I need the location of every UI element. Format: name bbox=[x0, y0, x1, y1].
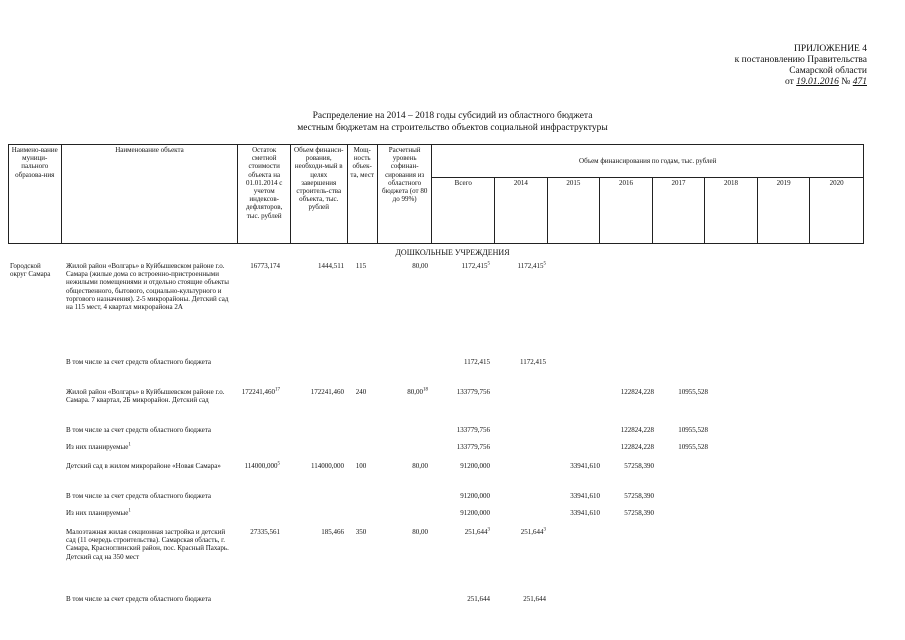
cell-y2016 bbox=[602, 492, 654, 500]
cell-object-text: В том числе за счет средств областного бюджета bbox=[66, 358, 212, 366]
cell-y2016-text: 122824,228 bbox=[620, 443, 654, 451]
cell-object bbox=[66, 509, 236, 517]
cell-remaining-text: 27335,561 bbox=[250, 528, 280, 536]
cell-total bbox=[438, 509, 490, 517]
cell-y2014-text: 1172,415 bbox=[520, 358, 546, 366]
cell-object bbox=[66, 426, 236, 434]
cell-total bbox=[438, 262, 490, 270]
cell-total bbox=[438, 528, 490, 536]
col-year-total: Всего bbox=[432, 178, 495, 244]
cell-total bbox=[438, 595, 490, 603]
cell-y2015-text: 33941,610 bbox=[570, 492, 600, 500]
col-years-group-header: Объем финансирования по годам, тыс. рублей bbox=[432, 145, 864, 178]
col-object-header: Наименование объекта bbox=[61, 145, 238, 244]
title-line-1: Распределение на 2014 – 2018 годы субсидий из областного бюджета bbox=[312, 111, 593, 121]
cell-y2016-text: 122824,228 bbox=[620, 426, 654, 434]
cell-volume-text: 185,466 bbox=[321, 528, 344, 536]
cell-remaining bbox=[234, 262, 280, 270]
cell-object bbox=[66, 262, 236, 311]
col-year-2016: 2016 bbox=[600, 178, 653, 244]
cell-object bbox=[66, 492, 236, 500]
header-table bbox=[8, 144, 864, 244]
appendix-block bbox=[647, 44, 867, 88]
col-year-2018: 2018 bbox=[705, 178, 758, 244]
cell-volume bbox=[290, 262, 344, 270]
cell-capacity bbox=[348, 528, 374, 536]
appendix-line2: к постановлению Правительства bbox=[734, 55, 867, 65]
cell-capacity-text: 100 bbox=[355, 462, 367, 470]
cell-volume bbox=[290, 388, 344, 396]
cell-object-text: Жилой район «Волгарь» в Куйбышевском районе г.о. Самара (жилые дома со встроенно-пристроенными нежилыми помещениями и отдельно стоящие объекты общественного, бытового, социально-культурного и торгового назначения). 2-5 микрорайоны. Детский сад на 115 мест, 4 квартал микрорайона 2А bbox=[66, 262, 229, 312]
cell-total-text: 133779,756 bbox=[456, 388, 490, 396]
cell-level-text: 80,00 bbox=[412, 462, 428, 470]
cell-remaining-text: 172241,460 bbox=[241, 388, 275, 396]
cell-y2017-text: 10955,528 bbox=[678, 426, 708, 434]
cell-remaining-text: 114000,000 bbox=[244, 462, 278, 470]
cell-y2014-text: 251,644 bbox=[520, 528, 544, 536]
cell-object-text: Малоэтажная жилая секционная застройка и детский сад (11 очередь строительства). Самарская область, г. Самара, Красноглинский район, пос. Красный Пахарь. Детский сад на 350 мест bbox=[66, 528, 229, 561]
cell-total-text: 1172,415 bbox=[461, 262, 488, 270]
cell-total-text: 91200,000 bbox=[460, 509, 490, 517]
cell-level bbox=[378, 388, 428, 396]
cell-level-text: 80,00 bbox=[412, 528, 428, 536]
cell-y2014 bbox=[494, 528, 546, 536]
cell-volume-text: 1444,511 bbox=[318, 262, 344, 270]
cell-y2017 bbox=[656, 388, 708, 396]
cell-level bbox=[378, 262, 428, 270]
footnote-mark: 3 bbox=[487, 527, 490, 533]
cell-total bbox=[438, 358, 490, 366]
col-level-header: Расчетный уровень софинан-сирования из областного бюджета (от 80 до 99%) bbox=[377, 145, 432, 244]
section-title: ДОШКОЛЬНЫЕ УЧРЕЖДЕНИЯ bbox=[395, 248, 510, 257]
cell-remaining bbox=[234, 388, 280, 396]
cell-total-text: 251,644 bbox=[467, 595, 490, 603]
cell-y2016 bbox=[602, 388, 654, 396]
cell-object-text: В том числе за счет средств областного бюджета bbox=[66, 492, 212, 500]
cell-object bbox=[66, 358, 236, 366]
cell-capacity-text: 115 bbox=[355, 262, 367, 270]
cell-capacity-text: 240 bbox=[355, 388, 367, 396]
cell-y2015 bbox=[548, 509, 600, 517]
cell-volume-text: 114000,000 bbox=[311, 462, 344, 470]
col-year-2019: 2019 bbox=[757, 178, 810, 244]
footnote-mark: 5 bbox=[277, 461, 280, 467]
cell-total-text: 251,644 bbox=[464, 528, 488, 536]
cell-capacity bbox=[348, 462, 374, 470]
cell-y2016-text: 57258,390 bbox=[624, 509, 654, 517]
appendix-date-prefix: от bbox=[785, 77, 794, 87]
cell-remaining-text: 16773,174 bbox=[250, 262, 280, 270]
col-year-2014: 2014 bbox=[495, 178, 548, 244]
footnote-mark: 3 bbox=[543, 527, 546, 533]
cell-y2016 bbox=[602, 509, 654, 517]
cell-object-text: Детский сад в жилом микрорайоне «Новая Самара» bbox=[66, 462, 221, 470]
cell-object bbox=[66, 443, 236, 451]
cell-object-text: Из них планируемые bbox=[66, 509, 129, 517]
cell-y2016-text: 57258,390 bbox=[624, 492, 654, 500]
appendix-line3: Самарской области bbox=[789, 66, 867, 76]
cell-y2017 bbox=[656, 426, 708, 434]
cell-volume bbox=[290, 528, 344, 536]
appendix-number-prefix: № bbox=[841, 77, 851, 87]
cell-object-text: В том числе за счет средств областного бюджета bbox=[66, 426, 212, 434]
cell-y2016-text: 57258,390 bbox=[624, 462, 654, 470]
cell-total-text: 133779,756 bbox=[456, 443, 490, 451]
cell-y2015-text: 33941,610 bbox=[570, 462, 600, 470]
col-remaining-header: Остаток сметной стоимости объекта на 01.01.2014 с учетом индексов-дефляторов, тыс. рублей bbox=[238, 145, 291, 244]
cell-volume-text: 172241,460 bbox=[310, 388, 344, 396]
cell-y2016 bbox=[602, 443, 654, 451]
cell-y2016-text: 122824,228 bbox=[620, 388, 654, 396]
cell-object bbox=[66, 462, 236, 470]
municipality-label: Городской округ Самара bbox=[10, 262, 51, 279]
cell-total bbox=[438, 443, 490, 451]
cell-object-text: В том числе за счет средств областного бюджета bbox=[66, 595, 212, 603]
cell-capacity bbox=[348, 388, 374, 396]
cell-level bbox=[378, 462, 428, 470]
footnote-mark: 1 bbox=[128, 442, 131, 448]
cell-y2014 bbox=[494, 262, 546, 270]
cell-y2015-text: 33941,610 bbox=[570, 509, 600, 517]
cell-total bbox=[438, 426, 490, 434]
col-capacity-header: Мощ-ность объек-та, мест bbox=[347, 145, 377, 244]
cell-total bbox=[438, 462, 490, 470]
cell-total bbox=[438, 388, 490, 396]
footnote-mark: 5 bbox=[487, 261, 490, 267]
document-title bbox=[0, 110, 905, 134]
cell-total-text: 133779,756 bbox=[456, 426, 490, 434]
cell-level bbox=[378, 528, 428, 536]
cell-y2014-text: 1172,415 bbox=[517, 262, 544, 270]
footnote-mark: 18 bbox=[423, 387, 428, 393]
cell-y2017-text: 10955,528 bbox=[678, 388, 708, 396]
cell-y2015 bbox=[548, 492, 600, 500]
cell-object-text: Жилой район «Волгарь» в Куйбышевском районе г.о. Самара. 7 квартал, 2Б микрорайон. Детский сад bbox=[66, 388, 225, 405]
cell-object bbox=[66, 528, 236, 561]
cell-volume bbox=[290, 462, 344, 470]
appendix-date: 19.01.2016 bbox=[796, 77, 839, 87]
appendix-title: ПРИЛОЖЕНИЕ 4 bbox=[793, 44, 867, 54]
col-volume-header: Объем финанси-рования, необходи-мый в целях завершения строитель-ства объекта, тыс. рублей bbox=[290, 145, 347, 244]
cell-y2014-text: 251,644 bbox=[523, 595, 546, 603]
cell-capacity-text: 350 bbox=[355, 528, 367, 536]
cell-remaining bbox=[234, 528, 280, 536]
cell-capacity bbox=[348, 262, 374, 270]
cell-y2016 bbox=[602, 426, 654, 434]
cell-level-text: 80,00 bbox=[412, 262, 428, 270]
cell-y2016 bbox=[602, 462, 654, 470]
cell-level-text: 80,00 bbox=[407, 388, 423, 396]
col-year-2017: 2017 bbox=[652, 178, 705, 244]
cell-y2017-text: 10955,528 bbox=[678, 443, 708, 451]
cell-total-text: 91200,000 bbox=[460, 492, 490, 500]
col-year-2015: 2015 bbox=[547, 178, 600, 244]
cell-total-text: 1172,415 bbox=[464, 358, 490, 366]
appendix-number: 471 bbox=[852, 77, 867, 87]
cell-y2014 bbox=[494, 595, 546, 603]
footnote-mark: 1 bbox=[128, 508, 131, 514]
cell-y2015 bbox=[548, 462, 600, 470]
cell-object bbox=[66, 388, 236, 404]
appendix-date-line bbox=[647, 77, 867, 88]
footnote-mark: 17 bbox=[275, 387, 280, 393]
cell-object-text: Из них планируемые bbox=[66, 443, 129, 451]
col-year-2020: 2020 bbox=[810, 178, 864, 244]
cell-y2014 bbox=[494, 358, 546, 366]
cell-remaining bbox=[234, 462, 280, 470]
cell-total bbox=[438, 492, 490, 500]
title-line-2: местным бюджетам на строительство объектов социальной инфраструктуры bbox=[297, 123, 608, 133]
cell-y2017 bbox=[656, 443, 708, 451]
col-municipality-header: Наимено-вание муници-пального образова-ния bbox=[9, 145, 62, 244]
cell-total-text: 91200,000 bbox=[460, 462, 490, 470]
footnote-mark: 5 bbox=[543, 261, 546, 267]
cell-object bbox=[66, 595, 236, 603]
